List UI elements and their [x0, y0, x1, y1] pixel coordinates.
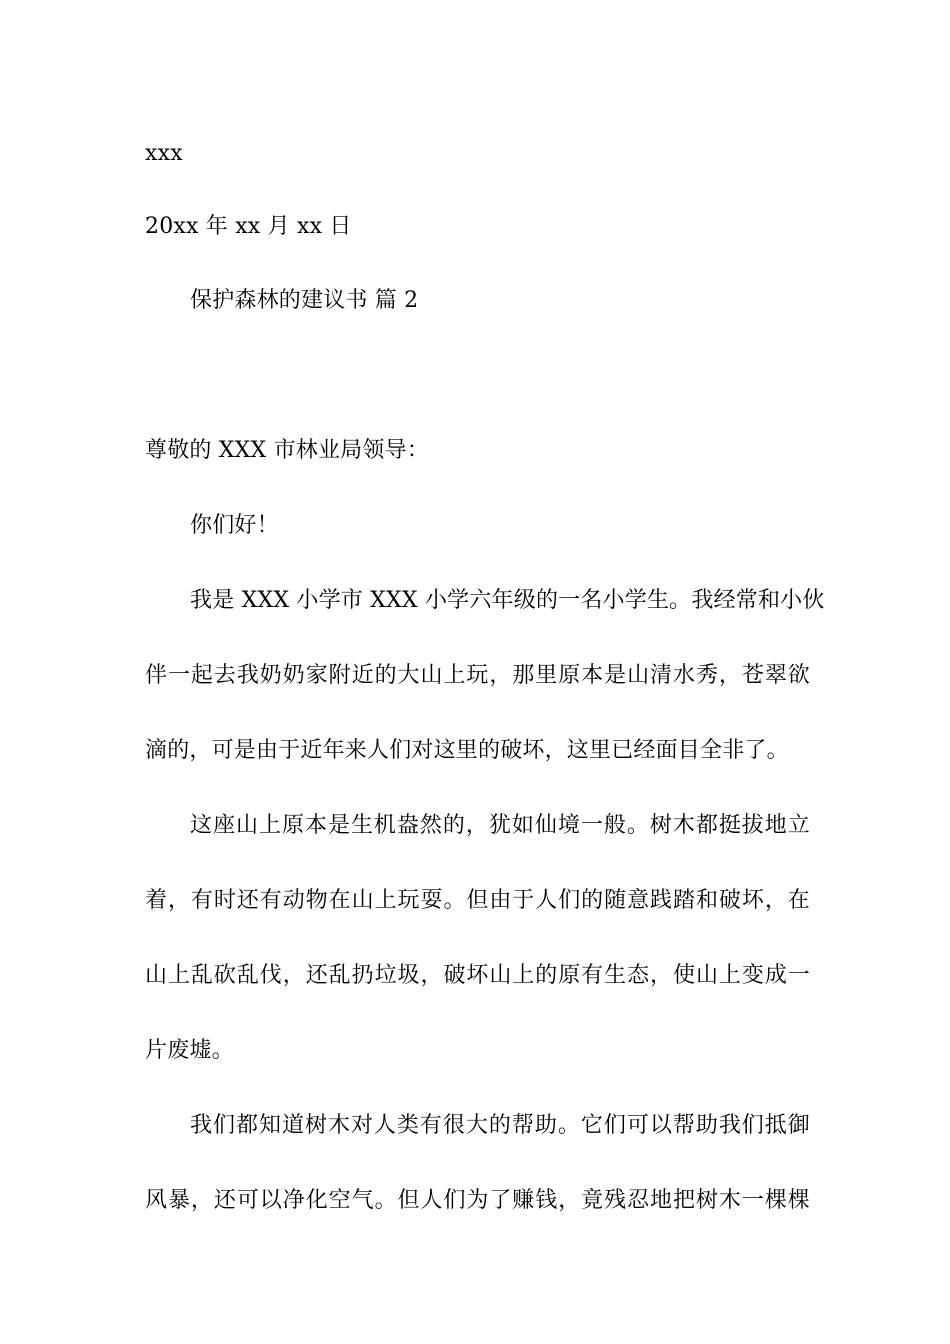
section-title: 保护森林的建议书 篇 2	[190, 288, 419, 313]
greeting: 你们好！	[190, 513, 279, 538]
paragraph-line: 片废墟。	[145, 1038, 234, 1063]
paragraph-line: 山上乱砍乱伐，还乱扔垃圾，破坏山上的原有生态，使山上变成一	[145, 963, 810, 988]
paragraph-line: 伴一起去我奶奶家附近的大山上玩，那里原本是山清水秀，苍翠欲	[145, 663, 810, 688]
letter-date: 20xx 年 xx 月 xx 日	[145, 214, 352, 239]
paragraph-line: 我是 XXX 小学市 XXX 小学六年级的一名小学生。我经常和小伙	[190, 588, 825, 613]
paragraph-line: 我们都知道树木对人类有很大的帮助。它们可以帮助我们抵御	[190, 1113, 810, 1138]
paragraph-line: 滴的，可是由于近年来人们对这里的破坏，这里已经面目全非了。	[145, 738, 789, 763]
salutation: 尊敬的 XXX 市林业局领导：	[145, 438, 429, 463]
paragraph-line: 这座山上原本是生机盎然的，犹如仙境一般。树木都挺拔地立	[190, 813, 810, 838]
paragraph-line: 着，有时还有动物在山上玩耍。但由于人们的随意践踏和破坏，在	[145, 888, 810, 913]
paragraph-line: 风暴，还可以净化空气。但人们为了赚钱，竟残忍地把树木一棵棵	[145, 1188, 810, 1213]
signature: xxx	[145, 141, 183, 166]
